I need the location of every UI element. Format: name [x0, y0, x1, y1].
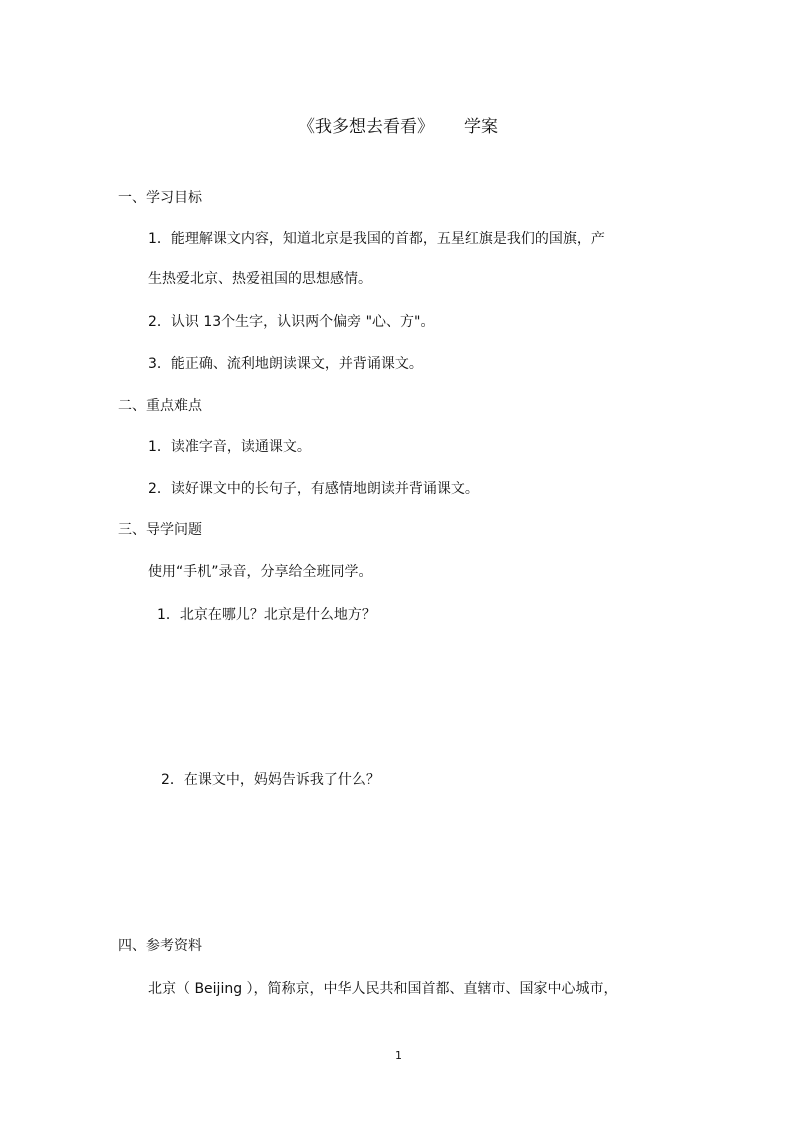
- reference-text: 北京（ Beijing ），简称京，中华人民共和国首都、直辖市、国家中心城市，: [148, 981, 618, 997]
- goal-item-2: 2．认识 13个生字，认识两个偏旁 "心、方"。: [148, 314, 435, 330]
- section-heading-questions: 三、导学问题: [118, 522, 202, 538]
- question-item-2: 2．在课文中，妈妈告诉我了什么？: [161, 772, 380, 788]
- key-point-item-2: 2．读好课文中的长句子，有感情地朗读并背诵课文。: [148, 481, 479, 497]
- question-intro: 使用“手机”录音，分享给全班同学。: [148, 564, 373, 580]
- page-title: 《我多想去看看》: [298, 117, 434, 137]
- goal-item-3: 3．能正确、流利地朗读课文，并背诵课文。: [148, 356, 423, 372]
- goal-item-1: 1．能理解课文内容，知道北京是我国的首都，五星红旗是我们的国旗，产: [148, 231, 605, 247]
- page-title-suffix: 学案: [464, 117, 498, 137]
- question-item-1: 1．北京在哪儿？北京是什么地方？: [157, 607, 376, 623]
- page-number: 1: [395, 1049, 402, 1062]
- key-point-item-1: 1．读准字音，读通课文。: [148, 439, 311, 455]
- section-heading-key-points: 二、重点难点: [118, 398, 202, 414]
- section-heading-references: 四、参考资料: [118, 938, 202, 954]
- section-heading-goals: 一、学习目标: [118, 190, 202, 206]
- goal-item-1-cont: 生热爱北京、热爱祖国的思想感情。: [148, 271, 372, 287]
